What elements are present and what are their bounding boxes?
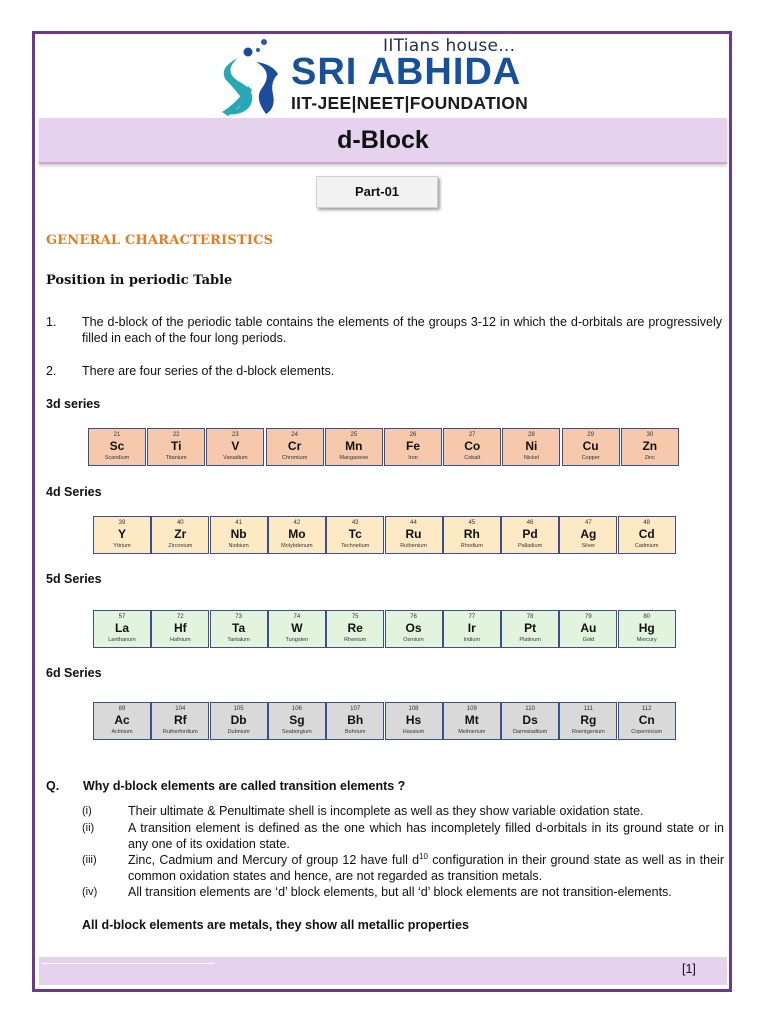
atomic-number: 21	[113, 432, 121, 438]
element-tile-au	[559, 610, 617, 648]
atomic-number: 112	[641, 706, 652, 712]
element-symbol: Ni	[525, 439, 538, 453]
atomic-number: 24	[291, 432, 298, 438]
point-number: 2.	[46, 364, 57, 378]
element-name: Palladium	[518, 543, 543, 549]
element-name: Gold	[582, 637, 595, 643]
element-name: Tungsten	[285, 637, 309, 643]
series-label-5d: 5d Series	[46, 572, 102, 586]
element-symbol: Tc	[348, 527, 362, 541]
element-name: Nickel	[523, 455, 539, 461]
atomic-number: 25	[350, 432, 358, 438]
element-symbol: Re	[347, 621, 363, 635]
element-name: Rhenium	[344, 637, 367, 643]
atomic-number: 44	[410, 520, 417, 526]
superscript: 10	[419, 851, 428, 861]
question-number: Q.	[46, 779, 60, 793]
element-name: Technetium	[341, 543, 370, 549]
element-tile-mo	[268, 516, 326, 554]
element-symbol: Rf	[173, 713, 187, 727]
atomic-number: 28	[528, 432, 535, 438]
element-symbol: Os	[405, 621, 422, 635]
atomic-number: 80	[643, 614, 651, 620]
answer-number: (iv)	[82, 886, 98, 898]
logo-brand-name: SRI ABHIDA	[291, 51, 522, 93]
title-bar	[39, 118, 727, 164]
element-tile-os	[385, 610, 443, 648]
element-name: Scandium	[104, 455, 130, 461]
element-tile-ag	[559, 516, 617, 554]
atomic-number: 43	[351, 520, 359, 526]
element-symbol: Ir	[467, 621, 476, 635]
atomic-number: 108	[408, 706, 419, 712]
element-symbol: Sc	[109, 439, 125, 453]
logo-subtitle: IIT-JEE|NEET|FOUNDATION	[291, 93, 529, 113]
element-tile-hf	[151, 610, 209, 648]
element-name: Bohrium	[344, 729, 366, 735]
element-name: Iridium	[463, 637, 481, 643]
element-symbol: Mt	[464, 713, 479, 727]
element-symbol: Y	[117, 527, 126, 541]
element-name: Lanthanum	[108, 637, 136, 643]
element-tile-co	[443, 428, 501, 466]
element-symbol: Cu	[582, 439, 599, 453]
element-tile-cu	[562, 428, 620, 466]
atomic-number: 40	[176, 520, 184, 526]
element-name: Rutherfordium	[162, 729, 198, 735]
element-symbol: Mo	[288, 527, 306, 541]
element-name: Rhodium	[460, 543, 483, 549]
answer-text	[128, 852, 724, 884]
element-symbol: Ag	[580, 527, 597, 541]
element-name: Roentgenium	[572, 729, 605, 735]
atomic-number: 74	[293, 614, 301, 620]
section-heading: GENERAL CHARACTERISTICS	[46, 233, 274, 248]
element-tile-mt	[443, 702, 501, 740]
element-symbol: W	[291, 621, 303, 635]
element-tile-rf	[151, 702, 209, 740]
element-symbol: V	[231, 439, 240, 453]
element-name: Platinum	[519, 637, 541, 643]
atomic-number: 23	[232, 432, 239, 438]
element-name: Tantalum	[227, 637, 250, 643]
element-symbol: Cr	[287, 439, 302, 453]
element-tile-pd	[501, 516, 559, 554]
element-symbol: Mn	[345, 439, 363, 453]
atomic-number: 78	[526, 614, 534, 620]
element-tile-cd	[618, 516, 676, 554]
atomic-number: 46	[526, 520, 534, 526]
element-name: Copernicium	[631, 729, 663, 735]
point-text: The d-block of the periodic table contains the elements of the groups 3-12 in which the d-orbitals are progressively filled in each of the four long periods.	[82, 315, 722, 345]
element-tile-re	[326, 610, 384, 648]
atomic-number: 29	[587, 432, 594, 438]
atomic-number: 89	[118, 706, 126, 712]
atomic-number: 26	[409, 432, 417, 438]
answer-number: (ii)	[82, 822, 95, 834]
element-name: Darmstadtium	[512, 729, 548, 735]
element-symbol: Ac	[114, 713, 130, 727]
atomic-number: 76	[410, 614, 417, 620]
element-name: Seaborgium	[282, 729, 312, 735]
element-symbol: Co	[464, 439, 481, 453]
atomic-number: 39	[118, 520, 126, 526]
atomic-number: 77	[468, 614, 476, 620]
point-1	[46, 314, 726, 348]
answer-text-part: configuration in their ground state as well as in their common oxidation states and hence, are not regarded as transition metals.	[128, 853, 724, 883]
element-tile-ru	[385, 516, 443, 554]
element-symbol: Sg	[289, 713, 305, 727]
element-tile-ta	[210, 610, 268, 648]
page-number: [1]	[682, 962, 696, 976]
element-tile-pt	[501, 610, 559, 648]
atomic-number: 72	[176, 614, 184, 620]
element-name: Dubnium	[227, 729, 250, 735]
point-2	[46, 363, 726, 379]
element-symbol: Zn	[642, 439, 658, 453]
element-name: Mercury	[636, 637, 657, 643]
element-tile-db	[210, 702, 268, 740]
element-symbol: Au	[580, 621, 597, 635]
element-symbol: Rg	[580, 713, 597, 727]
element-symbol: Ti	[170, 439, 182, 453]
element-symbol: Ds	[522, 713, 538, 727]
atomic-number: 107	[350, 706, 361, 712]
question-text: Why d-block elements are called transition elements ?	[83, 779, 406, 793]
element-name: Hafnium	[170, 637, 191, 643]
series-label-3d: 3d series	[46, 397, 101, 411]
element-tile-w	[268, 610, 326, 648]
element-name: Yttrium	[113, 543, 131, 549]
element-tile-nb	[210, 516, 268, 554]
footer-divider	[42, 963, 214, 964]
answer-text: A transition element is defined as the one which has incompletely filled d-orbitals in its ground state or in any one of its oxidation state.	[128, 821, 724, 851]
element-tile-fe	[384, 428, 442, 466]
element-name: Iron	[408, 455, 418, 461]
element-symbol: Hs	[405, 713, 422, 727]
series-label-4d: 4d Series	[46, 485, 102, 499]
footer-bar	[39, 957, 727, 985]
element-tile-ir	[443, 610, 501, 648]
element-name: Manganese	[339, 455, 369, 461]
element-tile-sg	[268, 702, 326, 740]
element-name: Meitnerium	[458, 729, 486, 735]
element-tile-la	[93, 610, 151, 648]
atomic-number: 48	[643, 520, 651, 526]
answer-text: Their ultimate & Penultimate shell is incomplete as well as they show variable oxidation state.	[128, 804, 644, 818]
answer-text-part: Zinc, Cadmium and Mercury of group 12 have full d	[128, 853, 420, 867]
element-name: Osmium	[403, 637, 424, 643]
element-tile-ni	[502, 428, 560, 466]
answer-text: All transition elements are ‘d’ block elements, but all ‘d’ block elements are not transition-elements.	[128, 885, 672, 899]
element-symbol: Bh	[347, 713, 364, 727]
element-tile-v	[206, 428, 264, 466]
element-tile-zr	[151, 516, 209, 554]
atomic-number: 47	[585, 520, 592, 526]
element-symbol: Rh	[463, 527, 480, 541]
element-tile-mn	[325, 428, 383, 466]
atomic-number: 42	[293, 520, 301, 526]
element-symbol: Cn	[638, 713, 655, 727]
element-tile-sc	[88, 428, 146, 466]
atomic-number: 30	[646, 432, 654, 438]
atomic-number: 105	[233, 706, 244, 712]
page-title: d-Block	[337, 126, 429, 154]
answer-number: (i)	[82, 805, 92, 817]
atomic-number: 73	[235, 614, 242, 620]
element-symbol: Cd	[638, 527, 655, 541]
element-name: Hassium	[402, 729, 425, 735]
element-name: Chromium	[281, 455, 308, 461]
element-symbol: Pd	[522, 527, 538, 541]
element-name: Actinium	[111, 729, 133, 735]
atomic-number: 41	[235, 520, 242, 526]
element-symbol: Ru	[405, 527, 422, 541]
atomic-number: 106	[291, 706, 302, 712]
element-name: Zirconium	[168, 543, 193, 549]
logo-tagline: IITians house...	[383, 36, 516, 56]
element-name: Silver	[581, 543, 596, 549]
atomic-number: 111	[583, 706, 593, 712]
element-name: Cadmium	[634, 543, 659, 549]
part-label: Part-01	[316, 176, 438, 208]
atomic-number: 104	[175, 706, 186, 712]
element-symbol: Hg	[638, 621, 655, 635]
element-tile-cr	[266, 428, 324, 466]
element-tile-ac	[93, 702, 151, 740]
element-symbol: Pt	[524, 621, 537, 635]
element-name: Cobalt	[464, 455, 481, 461]
element-name: Niobium	[228, 543, 249, 549]
element-tile-ds	[501, 702, 559, 740]
element-tile-bh	[326, 702, 384, 740]
element-symbol: Db	[230, 713, 247, 727]
element-tile-hg	[618, 610, 676, 648]
atomic-number: 109	[466, 706, 477, 712]
answer-number: (iii)	[82, 854, 97, 866]
element-symbol: Ta	[232, 621, 246, 635]
element-name: Copper	[581, 455, 600, 461]
conclusion: All d-block elements are metals, they show all metallic properties	[82, 918, 469, 932]
element-symbol: Hf	[173, 621, 187, 635]
element-tile-zn	[621, 428, 679, 466]
element-tile-ti	[147, 428, 205, 466]
element-tile-hs	[385, 702, 443, 740]
element-tile-rg	[559, 702, 617, 740]
atomic-number: 110	[525, 706, 535, 712]
element-tile-cn	[618, 702, 676, 740]
sub-heading: Position in periodic Table	[46, 273, 233, 288]
element-name: Titanium	[165, 455, 187, 461]
element-name: Molybdenum	[281, 543, 313, 549]
element-tile-rh	[443, 516, 501, 554]
element-tile-tc	[326, 516, 384, 554]
element-symbol: La	[114, 621, 129, 635]
element-name: Zinc	[644, 455, 655, 461]
element-name: Vanadium	[223, 455, 248, 461]
element-symbol: Zr	[174, 527, 187, 541]
element-symbol: Nb	[230, 527, 247, 541]
element-name: Ruthenium	[400, 543, 427, 549]
atomic-number: 57	[118, 614, 126, 620]
atomic-number: 22	[172, 432, 180, 438]
atomic-number: 45	[468, 520, 476, 526]
atomic-number: 79	[585, 614, 592, 620]
point-text: There are four series of the d-block elements.	[82, 364, 335, 378]
series-label-6d: 6d Series	[46, 666, 102, 680]
atomic-number: 27	[468, 432, 476, 438]
atomic-number: 75	[351, 614, 359, 620]
element-tile-y	[93, 516, 151, 554]
element-symbol: Fe	[405, 439, 420, 453]
point-number: 1.	[46, 315, 57, 329]
